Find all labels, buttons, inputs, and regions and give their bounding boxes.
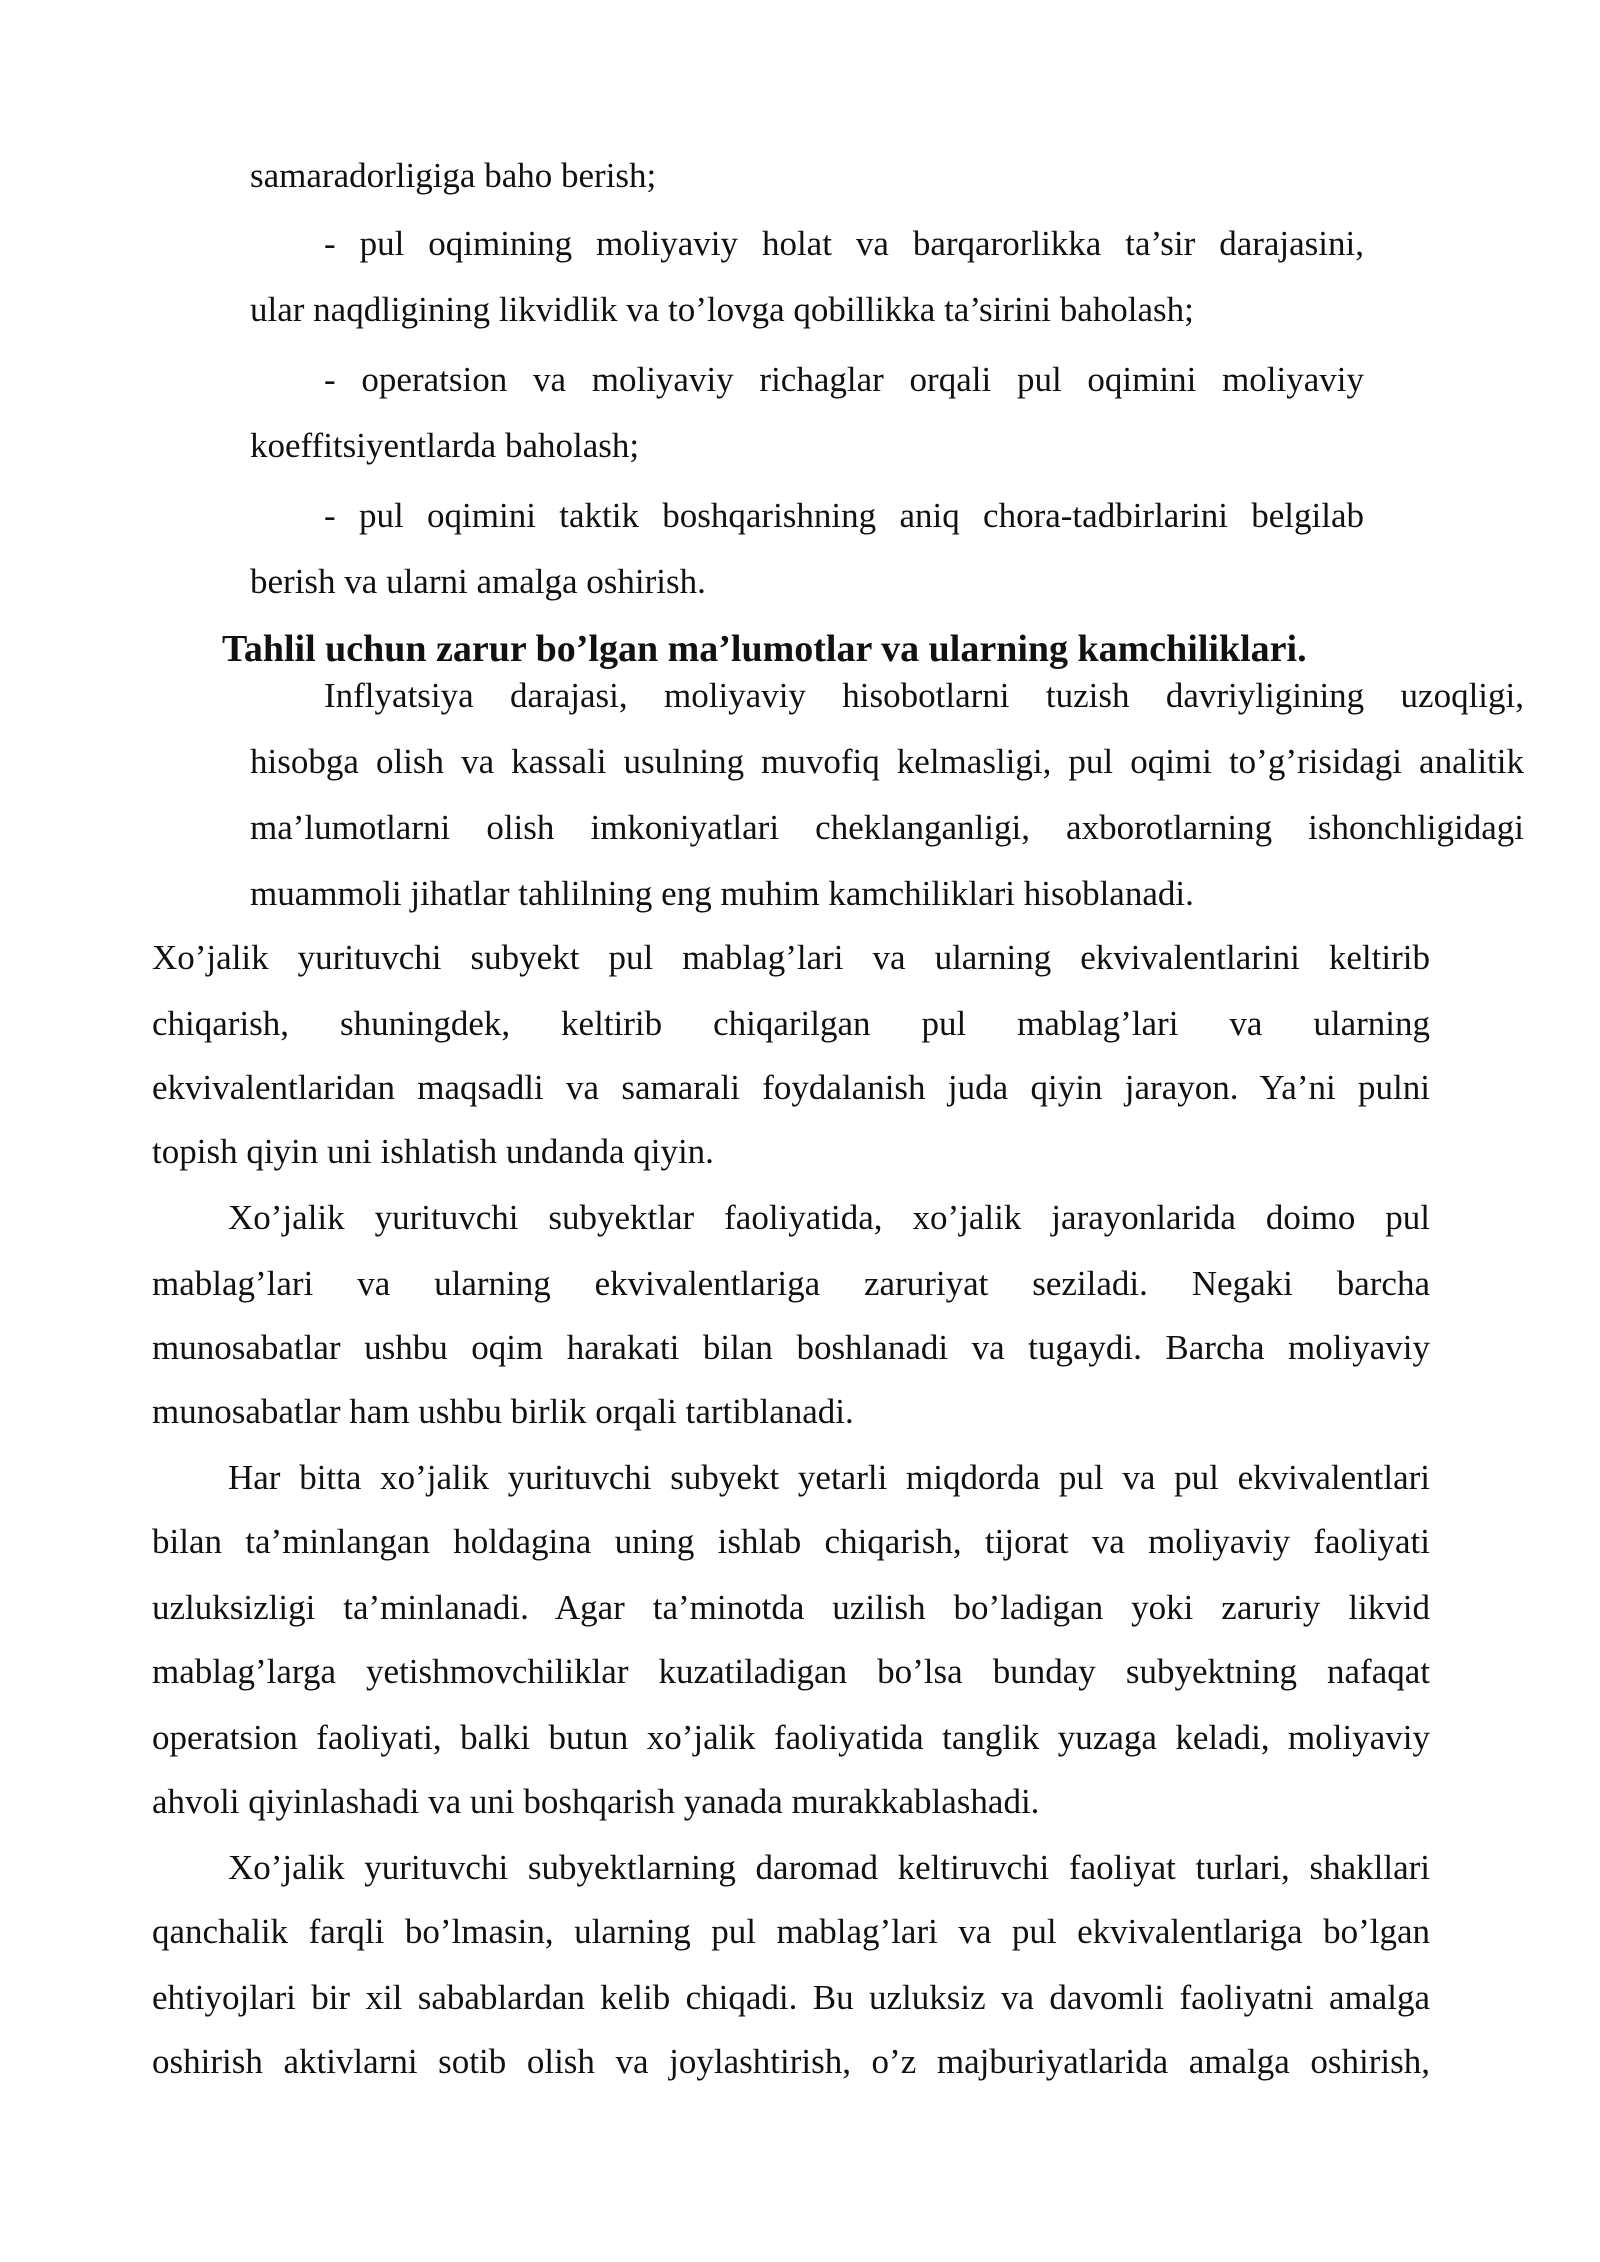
- bullet-item-continuation: berish va ularni amalga oshirish.: [250, 562, 706, 601]
- bullet-item-first-line: - operatsion va moliyaviy richaglar orqali pul oqimini moliyaviy: [324, 360, 1364, 399]
- paragraph-line: topish qiyin uni ishlatish undanda qiyin.: [152, 1132, 714, 1171]
- bullet-item-first-line: - pul oqimini taktik boshqarishning aniq chora-tadbirlarini belgilab: [324, 496, 1364, 535]
- intro-line: samaradorligiga baho berish;: [250, 156, 657, 195]
- paragraph-line: bilan ta’minlangan holdagina uning ishlab chiqarish, tijorat va moliyaviy faoliyati: [152, 1522, 1430, 1561]
- paragraph-line: hisobga olish va kassali usulning muvofiq kelmasligi, pul oqimi to’g’risidagi analitik: [250, 742, 1524, 781]
- bullet-item-continuation: ular naqdligining likvidlik va to’lovga qobillikka ta’sirini baholash;: [250, 290, 1194, 329]
- bullet-item-continuation: koeffitsiyentlarda baholash;: [250, 426, 640, 465]
- paragraph-line: munosabatlar ushbu oqim harakati bilan boshlanadi va tugaydi. Barcha moliyaviy: [152, 1328, 1430, 1367]
- paragraph-line: Inflyatsiya darajasi, moliyaviy hisobotlarni tuzish davriyligining uzoqligi,: [324, 676, 1524, 715]
- paragraph-line: muammoli jihatlar tahlilning eng muhim kamchiliklari hisoblanadi.: [250, 874, 1194, 913]
- paragraph-line: qanchalik farqli bo’lmasin, ularning pul mablag’lari va pul ekvivalentlariga bo’lgan: [152, 1912, 1430, 1951]
- paragraph-line: mablag’larga yetishmovchiliklar kuzatiladigan bo’lsa bunday subyektning nafaqat: [152, 1652, 1430, 1691]
- paragraph-line: mablag’lari va ularning ekvivalentlariga zaruriyat seziladi. Negaki barcha: [152, 1264, 1430, 1303]
- paragraph-line: Xo’jalik yurituvchi subyektlar faoliyatida, xo’jalik jarayonlarida doimo pul: [228, 1198, 1430, 1237]
- paragraph-line: uzluksizligi ta’minlanadi. Agar ta’minotda uzilish bo’ladigan yoki zaruriy likvid: [152, 1588, 1430, 1627]
- paragraph-line: ma’lumotlarni olish imkoniyatlari cheklanganligi, axborotlarning ishonchligidagi: [250, 808, 1524, 847]
- paragraph-line: oshirish aktivlarni sotib olish va joylashtirish, o’z majburiyatlarida amalga oshirish,: [152, 2042, 1430, 2081]
- paragraph-line: munosabatlar ham ushbu birlik orqali tartiblanadi.: [152, 1392, 854, 1431]
- bullet-item-first-line: - pul oqimining moliyaviy holat va barqarorlikka ta’sir darajasini,: [324, 224, 1364, 263]
- section-heading: Tahlil uchun zarur bo’lgan ma’lumotlar va ularning kamchiliklari.: [222, 628, 1307, 670]
- paragraph-line: Xo’jalik yurituvchi subyekt pul mablag’lari va ularning ekvivalentlarini keltirib: [152, 938, 1430, 977]
- paragraph-line: ekvivalentlaridan maqsadli va samarali foydalanish juda qiyin jarayon. Ya’ni pulni: [152, 1068, 1430, 1107]
- paragraph-line: Har bitta xo’jalik yurituvchi subyekt yetarli miqdorda pul va pul ekvivalentlari: [228, 1458, 1430, 1497]
- paragraph-line: Xo’jalik yurituvchi subyektlarning daromad keltiruvchi faoliyat turlari, shakllari: [228, 1848, 1430, 1887]
- paragraph-line: ahvoli qiyinlashadi va uni boshqarish yanada murakkablashadi.: [152, 1782, 1040, 1821]
- paragraph-line: ehtiyojlari bir xil sabablardan kelib chiqadi. Bu uzluksiz va davomli faoliyatni amalga: [152, 1978, 1430, 2017]
- paragraph-line: operatsion faoliyati, balki butun xo’jalik faoliyatida tanglik yuzaga keladi, moliyaviy: [152, 1718, 1430, 1757]
- paragraph-line: chiqarish, shuningdek, keltirib chiqarilgan pul mablag’lari va ularning: [152, 1004, 1430, 1043]
